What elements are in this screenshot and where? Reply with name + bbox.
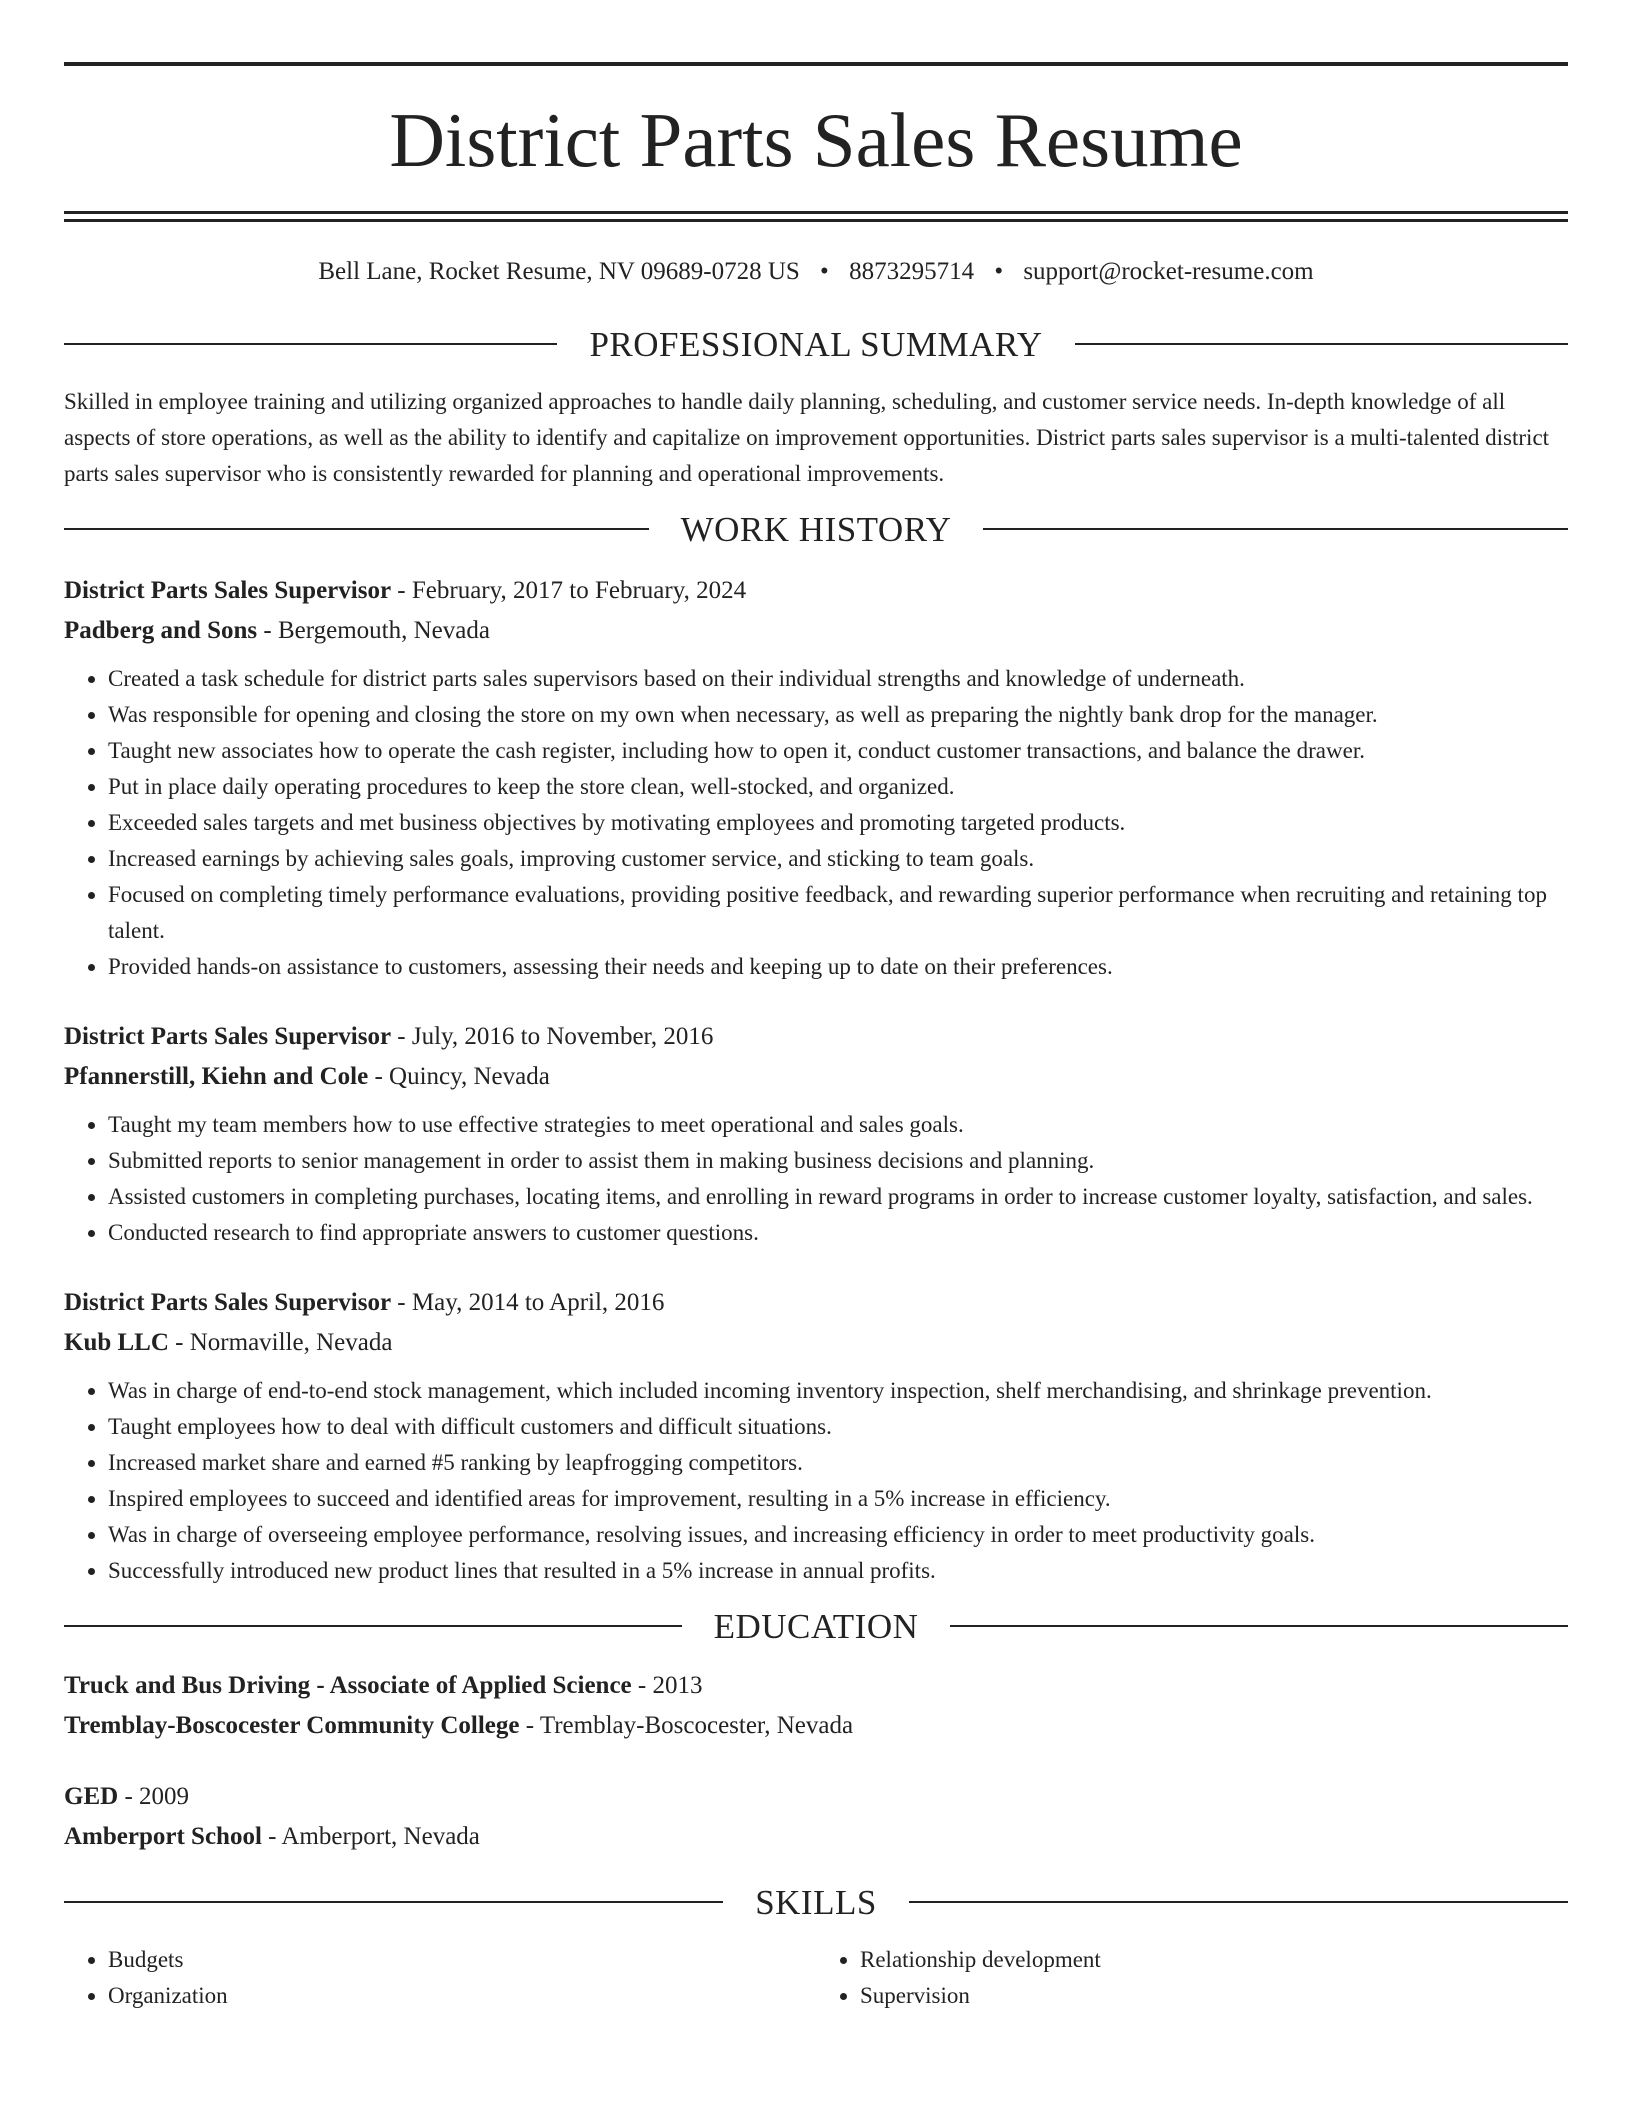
section-heading-summary bbox=[64, 324, 1568, 364]
education-school: Amberport School bbox=[64, 1822, 262, 1850]
list-item: • Increased earnings by achieving sales goals, improving customer service, and sticking to team goals. bbox=[108, 841, 1568, 877]
job-entry bbox=[64, 571, 1568, 985]
list-item: • Inspired employees to succeed and identified areas for improvement, resulting in a 5% increase in efficiency. bbox=[108, 1481, 1568, 1517]
education-entry bbox=[64, 1666, 1568, 1746]
list-item: • Taught employees how to deal with difficult customers and difficult situations. bbox=[108, 1409, 1568, 1445]
section-title: EDUCATION bbox=[713, 1606, 919, 1646]
job-company: Pfannerstill, Kiehn and Cole bbox=[64, 1062, 369, 1090]
section-title: PROFESSIONAL SUMMARY bbox=[589, 324, 1043, 364]
education-entry bbox=[64, 1777, 1568, 1857]
job-dates: - May, 2014 to April, 2016 bbox=[391, 1288, 665, 1316]
list-item: • Was in charge of overseeing employee performance, resolving issues, and increasing efficiency in order to meet productivity goals. bbox=[108, 1517, 1568, 1553]
job-title: District Parts Sales Supervisor bbox=[64, 576, 392, 604]
job-bullets bbox=[64, 661, 1568, 985]
list-item: • Taught new associates how to operate the cash register, including how to open it, conduct customer transactions, and balance the drawer. bbox=[108, 733, 1568, 769]
section-heading-work bbox=[64, 509, 1568, 549]
heading-rule bbox=[64, 528, 649, 530]
list-item: • Assisted customers in completing purchases, locating items, and enrolling in reward programs in order to increase customer loyalty, satisfaction, and sales. bbox=[108, 1179, 1568, 1215]
education-school-line bbox=[64, 1817, 1568, 1857]
list-item: • Was in charge of end-to-end stock management, which included incoming inventory inspection, shelf merchandising, and shrinkage prevention. bbox=[108, 1373, 1568, 1409]
section-heading-skills bbox=[64, 1882, 1568, 1922]
title-double-rule bbox=[64, 211, 1568, 222]
job-location: - Quincy, Nevada bbox=[368, 1062, 550, 1090]
heading-rule bbox=[983, 528, 1568, 530]
heading-rule bbox=[64, 1901, 723, 1903]
contact-separator: • bbox=[994, 258, 1004, 285]
list-item: • Taught my team members how to use effective strategies to meet operational and sales goals. bbox=[108, 1107, 1568, 1143]
education-degree: Truck and Bus Driving - Associate of Applied Science bbox=[64, 1671, 632, 1699]
heading-rule bbox=[64, 343, 557, 345]
education-degree: GED bbox=[64, 1782, 119, 1810]
list-item: • Increased market share and earned #5 ranking by leapfrogging competitors. bbox=[108, 1445, 1568, 1481]
skill-item: • Relationship development bbox=[860, 1942, 1568, 1978]
page-title: District Parts Sales Resume bbox=[389, 97, 1243, 183]
list-item: • Created a task schedule for district parts sales supervisors based on their individual strengths and knowledge of underneath. bbox=[108, 661, 1568, 697]
summary-text: Skilled in employee training and utilizing organized approaches to handle daily planning, scheduling, and customer service needs. In-depth knowledge of all aspects of store operations, as well as the ability to identify and capitalize on improvement opportunities. District parts sales supervisor is a multi-talented district parts sales supervisor who is consistently rewarded for planning and operational improvements. bbox=[64, 388, 1550, 486]
skill-item: • Supervision bbox=[860, 1978, 1568, 2014]
skill-item: • Organization bbox=[108, 1978, 816, 2014]
education-year: - 2013 bbox=[631, 1671, 703, 1699]
list-item: • Put in place daily operating procedures to keep the store clean, well-stocked, and organized. bbox=[108, 769, 1568, 805]
job-location: - Normaville, Nevada bbox=[168, 1328, 393, 1356]
skills-column-left bbox=[64, 1942, 816, 2014]
job-dates: - February, 2017 to February, 2024 bbox=[391, 576, 747, 604]
contact-line bbox=[64, 256, 1568, 289]
job-title-line bbox=[64, 1017, 1568, 1057]
heading-rule bbox=[64, 1625, 682, 1627]
job-company: Padberg and Sons bbox=[64, 616, 258, 644]
job-company-line bbox=[64, 1323, 1568, 1363]
list-item: • Provided hands-on assistance to customers, assessing their needs and keeping up to date on their preferences. bbox=[108, 949, 1568, 985]
education-school-line bbox=[64, 1706, 1568, 1746]
heading-rule bbox=[909, 1901, 1568, 1903]
job-entry bbox=[64, 1017, 1568, 1251]
education-location: - Amberport, Nevada bbox=[261, 1822, 480, 1850]
education-year: - 2009 bbox=[118, 1782, 190, 1810]
contact-separator: • bbox=[820, 258, 829, 285]
section-title: SKILLS bbox=[755, 1882, 877, 1922]
education-school: Tremblay-Boscocester Community College bbox=[64, 1711, 520, 1739]
job-title: District Parts Sales Supervisor bbox=[64, 1022, 392, 1050]
list-item: • Successfully introduced new product lines that resulted in a 5% increase in annual profits. bbox=[108, 1553, 1568, 1589]
contact-phone: 8873295714 bbox=[849, 258, 975, 285]
section-title: WORK HISTORY bbox=[680, 509, 952, 549]
skills-grid bbox=[64, 1942, 1568, 2014]
job-dates: - July, 2016 to November, 2016 bbox=[391, 1022, 714, 1050]
top-rule bbox=[64, 62, 1568, 66]
job-title-line bbox=[64, 571, 1568, 611]
job-bullets bbox=[64, 1107, 1568, 1251]
heading-rule bbox=[950, 1625, 1568, 1627]
job-entry bbox=[64, 1283, 1568, 1589]
list-item: • Conducted research to find appropriate answers to customer questions. bbox=[108, 1215, 1568, 1251]
skill-item: • Budgets bbox=[108, 1942, 816, 1978]
list-item: • Exceeded sales targets and met business objectives by motivating employees and promoting targeted products. bbox=[108, 805, 1568, 841]
job-location: - Bergemouth, Nevada bbox=[257, 616, 490, 644]
job-company-line bbox=[64, 1057, 1568, 1097]
job-title-line bbox=[64, 1283, 1568, 1323]
resume-page bbox=[64, 0, 1568, 2014]
contact-email: support@rocket-resume.com bbox=[1023, 258, 1314, 285]
skills-column-right bbox=[816, 1942, 1568, 2014]
job-company: Kub LLC bbox=[64, 1328, 169, 1356]
education-degree-line bbox=[64, 1777, 1568, 1817]
education-location: - Tremblay-Boscocester, Nevada bbox=[519, 1711, 854, 1739]
job-company-line bbox=[64, 611, 1568, 651]
list-item: • Submitted reports to senior management in order to assist them in making business decisions and planning. bbox=[108, 1143, 1568, 1179]
list-item: • Was responsible for opening and closing the store on my own when necessary, as well as preparing the nightly bank drop for the manager. bbox=[108, 697, 1568, 733]
section-heading-education bbox=[64, 1606, 1568, 1646]
list-item: • Focused on completing timely performance evaluations, providing positive feedback, and rewarding superior performance when recruiting and retaining top talent. bbox=[108, 877, 1568, 949]
job-title: District Parts Sales Supervisor bbox=[64, 1288, 392, 1316]
job-bullets bbox=[64, 1373, 1568, 1589]
contact-address: Bell Lane, Rocket Resume, NV 09689-0728 US bbox=[318, 258, 800, 285]
education-degree-line bbox=[64, 1666, 1568, 1706]
heading-rule bbox=[1075, 343, 1568, 345]
